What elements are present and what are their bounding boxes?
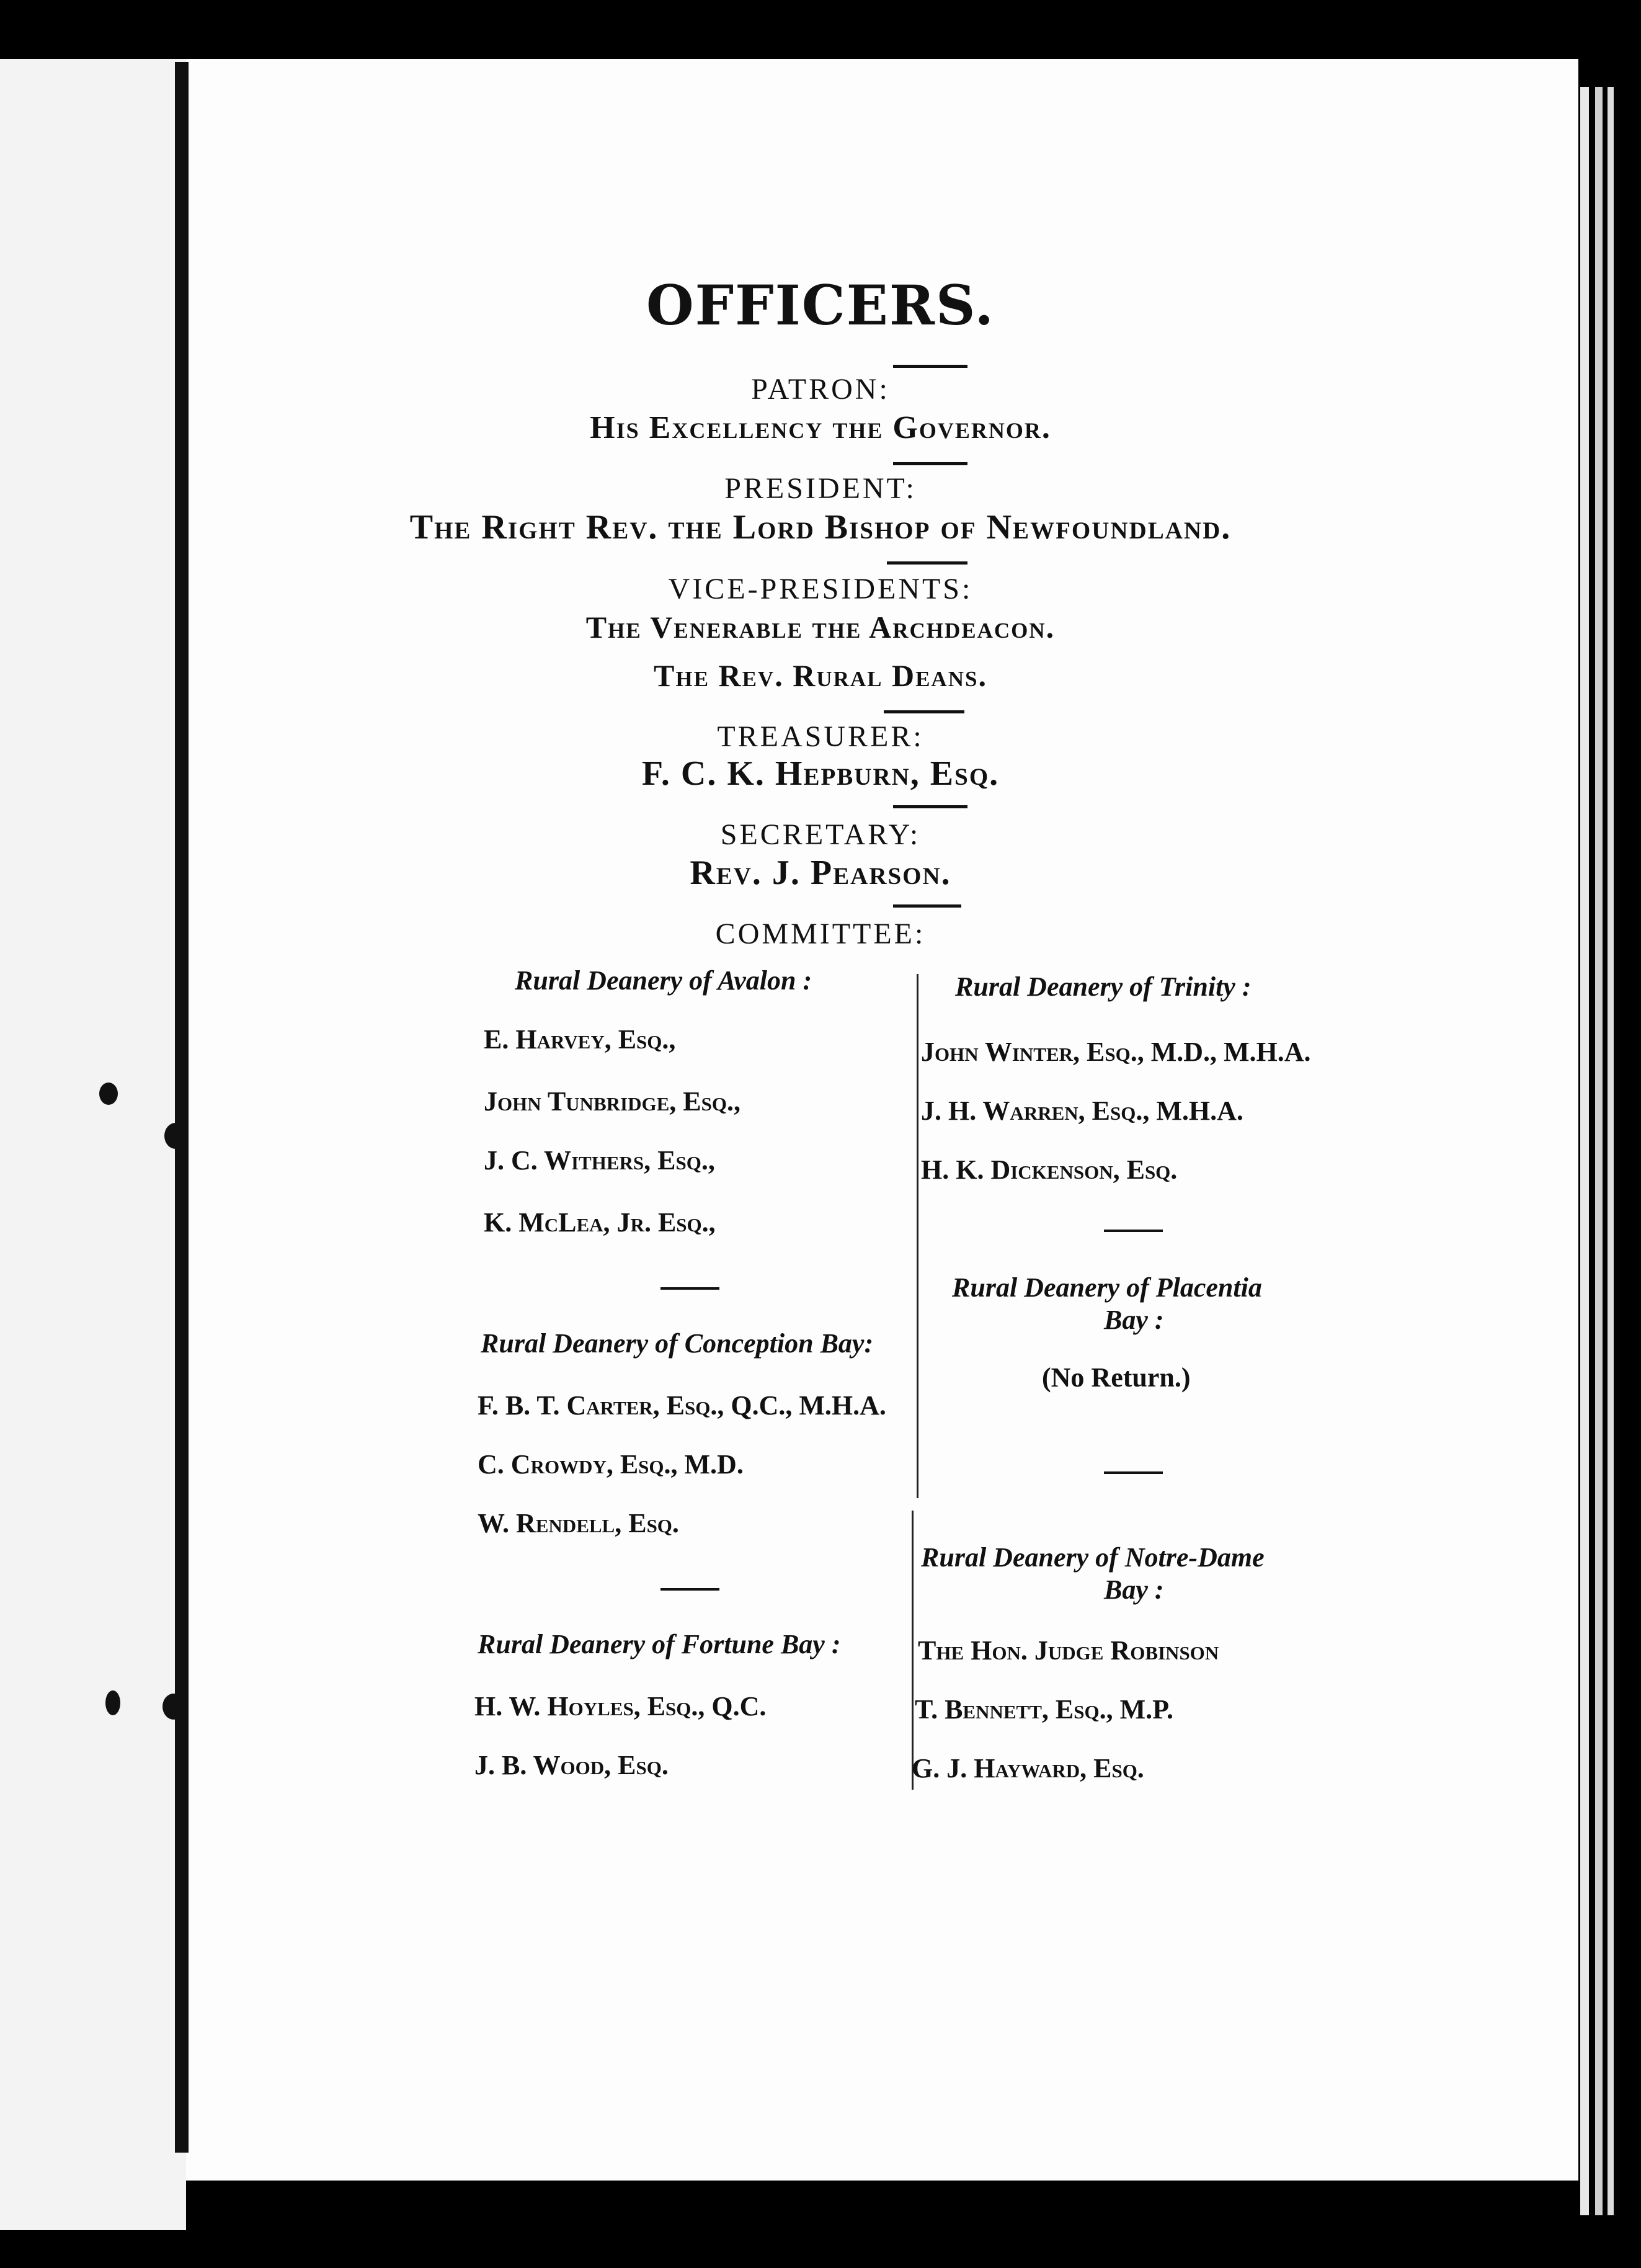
committee-member: J. H. Warren, Esq., M.H.A. bbox=[921, 1096, 1243, 1126]
deanery-heading-placentia-bay: Rural Deanery of Placentia bbox=[952, 1272, 1262, 1303]
rule bbox=[893, 365, 967, 368]
secretary-label: SECRETARY: bbox=[720, 818, 921, 851]
committee-member: C. Crowdy, Esq., M.D. bbox=[478, 1449, 744, 1480]
patron-label: PATRON: bbox=[751, 373, 890, 406]
rule bbox=[893, 904, 961, 908]
committee-member: F. B. T. Carter, Esq., Q.C., M.H.A. bbox=[478, 1390, 886, 1421]
committee-member: John Winter, Esq., M.D., M.H.A. bbox=[921, 1037, 1311, 1067]
vice-president-name: The Venerable the Archdeacon. bbox=[585, 610, 1056, 645]
deanery-heading-fortune-bay: Rural Deanery of Fortune Bay : bbox=[478, 1629, 841, 1659]
page-title: OFFICERS. bbox=[646, 273, 995, 337]
secretary-name: Rev. J. Pearson. bbox=[690, 854, 951, 892]
rule bbox=[660, 1588, 719, 1591]
committee-member: John Tunbridge, Esq., bbox=[484, 1086, 740, 1117]
rule bbox=[887, 561, 967, 565]
rule bbox=[884, 710, 964, 713]
committee-member: K. McLea, Jr. Esq., bbox=[484, 1207, 716, 1238]
committee-member: T. Bennett, Esq., M.P. bbox=[915, 1694, 1173, 1725]
president-name: The Right Rev. the Lord Bishop of Newfoundland. bbox=[409, 508, 1232, 547]
patron-name: His Excellency the Governor. bbox=[590, 410, 1051, 445]
deanery-heading-notre-dame-bay-cont: Bay : bbox=[1104, 1574, 1164, 1605]
binding-hole bbox=[99, 1083, 118, 1105]
deanery-heading-placentia-bay-cont: Bay : bbox=[1104, 1305, 1164, 1335]
treasurer-label: TREASURER: bbox=[717, 720, 924, 753]
rule bbox=[660, 1287, 719, 1290]
committee-member: J. B. Wood, Esq. bbox=[474, 1750, 669, 1780]
committee-member: H. K. Dickenson, Esq. bbox=[921, 1154, 1178, 1185]
deanery-heading-conception-bay: Rural Deanery of Conception Bay: bbox=[481, 1328, 874, 1359]
deanery-heading-trinity: Rural Deanery of Trinity : bbox=[955, 971, 1252, 1002]
deanery-heading-notre-dame-bay: Rural Deanery of Notre-Dame bbox=[921, 1542, 1265, 1573]
rule bbox=[1104, 1471, 1163, 1474]
rule bbox=[1104, 1230, 1163, 1232]
committee-member: J. C. Withers, Esq., bbox=[484, 1145, 715, 1176]
binding-hole bbox=[164, 1123, 187, 1149]
vice-president-name: The Rev. Rural Deans. bbox=[654, 658, 987, 693]
committee-member: W. Rendell, Esq. bbox=[478, 1508, 679, 1538]
committee-member: E. Harvey, Esq., bbox=[484, 1024, 676, 1055]
committee-member: H. W. Hoyles, Esq., Q.C. bbox=[474, 1691, 767, 1721]
column-divider bbox=[912, 1511, 914, 1790]
vice-presidents-label: VICE-PRESIDENTS: bbox=[668, 573, 973, 605]
committee-member: G. J. Hayward, Esq. bbox=[912, 1753, 1144, 1784]
committee-member: The Hon. Judge Robinson bbox=[918, 1635, 1219, 1666]
column-divider bbox=[917, 974, 918, 1498]
committee-label: COMMITTEE: bbox=[715, 917, 926, 950]
deanery-heading-avalon: Rural Deanery of Avalon : bbox=[515, 965, 812, 996]
president-label: PRESIDENT: bbox=[724, 472, 917, 505]
treasurer-name: F. C. K. Hepburn, Esq. bbox=[641, 754, 1000, 793]
rule bbox=[893, 805, 967, 808]
binding-hole bbox=[105, 1690, 120, 1715]
no-return-note: (No Return.) bbox=[1042, 1362, 1191, 1393]
binding-hole bbox=[162, 1694, 185, 1720]
rule bbox=[893, 462, 967, 465]
